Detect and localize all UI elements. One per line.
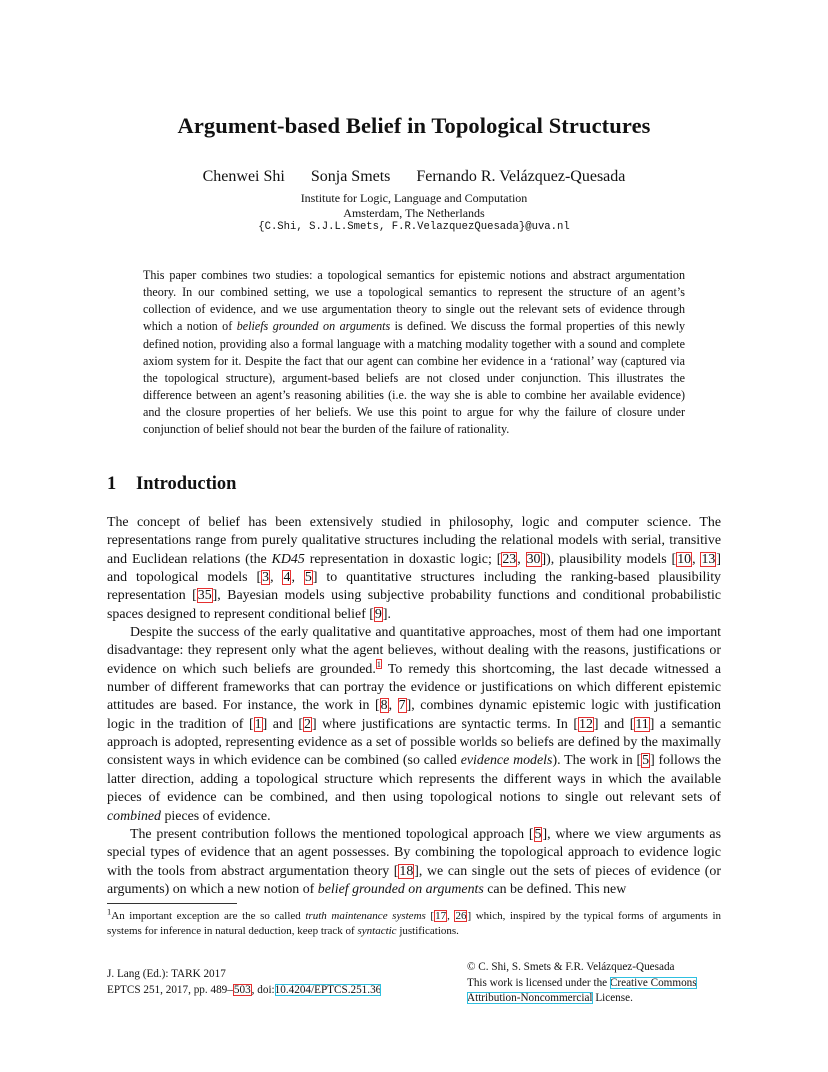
citation-link[interactable]: 23 <box>502 551 517 567</box>
venue-info <box>107 967 381 998</box>
citation-link[interactable]: 12 <box>579 716 593 732</box>
paragraph: Despite the success of the early qualitative and quantitative approaches, most of them had one important disadvantage: they represent only what the agent believes, without dealing with the reasons, justifications or evidence on which such beliefs are grounded.$^1$ To remedy this shortcoming, the last decade witnessed a number of different frameworks that can portray the evidence or justifications on which different epistemic attitudes are based. For instance, the work in [8, 7], combines dynamic epistemic logic with justification logic in the tradition of [1] and [2] where justifications are syntactic terms. In [12] and [11] a semantic approach is adopted, representing evidence as a set of possible worlds so beliefs are defined by the maximally consistent ways in which evidence can be combined (so called evidence models). The work in [5] follows the latter direction, adding a topological structure which represents the different ways in which the available pieces of evidence can be combined, and then using topological notions to single out relevant sets of combined pieces of evidence. <box>107 625 721 824</box>
citation-link[interactable]: 18 <box>399 863 414 879</box>
citation-link[interactable]: 30 <box>526 551 541 567</box>
citation-link[interactable]: 35 <box>197 588 212 604</box>
abstract: This paper combines two studies: a topological semantics for epistemic notions and abstract argumentation theory. In our combined setting, we use a topological semantics to represent the structure of an agent’s collection of evidence, and we use argumentation theory to single out the relevant sets of evidence through which a notion of beliefs grounded on arguments is defined. We discuss the formal properties of this newly defined notion, providing also a formal language with a matching modality together with a sound and complete axiom system for it. Despite the fact that our agent can combine her evidence in a ‘rational’ way (captured via the topological structure), argument-based beliefs are not closed under conjunction. This illustrates the difference between an agent’s reasoning abilities (i.e. the way she is able to combine her available evidence) and the closure properties of her beliefs. We use this point to argue for why the failure of closure under conjunction of belief should not bear the burden of the failure of rationality. <box>143 268 685 437</box>
citation-link[interactable]: 2 <box>303 716 311 732</box>
citation-link[interactable]: 7 <box>398 698 406 714</box>
citation-link[interactable]: 26 <box>455 910 467 922</box>
section-title: Introduction <box>136 474 237 494</box>
license-line: This work is licensed under the Creative Commons <box>467 976 697 989</box>
license-line: Attribution-Noncommercial License. <box>467 992 633 1004</box>
footnote-number: 1 <box>107 906 112 917</box>
affiliation <box>0 191 828 220</box>
citation-link[interactable]: 5 <box>534 826 542 842</box>
citation-link[interactable]: 5 <box>642 753 650 769</box>
venue-line: EPTCS 251, 2017, pp. 489–503, doi:10.4204/EPTCS.251.36 <box>107 983 382 996</box>
citation-link[interactable]: 3 <box>262 570 270 586</box>
license-info <box>467 960 697 1007</box>
author-name: Fernando R. Velázquez-Quesada <box>416 168 626 185</box>
citation-link[interactable]: 4 <box>283 570 291 586</box>
author-name: Chenwei Shi <box>202 168 285 185</box>
citation-link[interactable]: 5 <box>304 570 312 586</box>
license-link[interactable]: Attribution-Noncommercial <box>467 992 593 1004</box>
citation-link[interactable]: 13 <box>701 551 716 567</box>
author-name: Sonja Smets <box>310 168 391 185</box>
paragraph: The concept of belief has been extensively studied in philosophy, logic and computer science. The representations range from purely qualitative structures including the relational models with serial, transitive and Euclidean relations (the KD45 representation in doxastic logic; [23, 30]), plausibility models [10, 13] and topological models [3, 4, 5] to quantitative structures including the ranking-based plausibility representation [35], Bayesian models using subjective probability functions and conditional probabilistic spaces designed to represent conditional belief [9]. <box>107 515 721 622</box>
page-link[interactable]: 503 <box>233 983 251 996</box>
citation-link[interactable]: 1 <box>254 716 262 732</box>
footnote: $^1$An important exception are the so called truth maintenance systems [17, 26] which, inspired by the typical forms of arguments in systems for inference in natural deduction, keep track of syntactic justifications. <box>107 906 721 937</box>
paragraph: The present contribution follows the mentioned topological approach [5], where we view arguments as special types of evidence that an agent possesses. By combining the topological approach to evidence logic with the tools from abstract argumentation theory [18], we can single out the sets of pieces of evidence (or arguments) on which a new notion of belief grounded on arguments can be defined. This new <box>107 826 721 897</box>
paper-title: Argument-based Belief in Topological Structures <box>177 113 651 138</box>
author-list <box>0 168 828 186</box>
footnote-marker[interactable]: 1 <box>376 659 382 670</box>
citation-link[interactable]: 17 <box>435 910 447 922</box>
license-link[interactable]: Creative Commons <box>609 976 697 989</box>
institution-location: Amsterdam, The Netherlands <box>343 205 485 220</box>
author-emails: {C.Shi, S.J.L.Smets, F.R.VelazquezQuesada}@uva.nl <box>258 221 570 233</box>
citation-link[interactable]: 8 <box>380 698 388 714</box>
citation-link[interactable]: 11 <box>635 716 649 732</box>
doi-link[interactable]: 10.4204/EPTCS.251.36 <box>274 983 382 996</box>
footnote-rule <box>107 903 237 904</box>
institution-name: Institute for Logic, Language and Computation <box>300 191 528 205</box>
citation-link[interactable]: 9 <box>374 606 382 622</box>
copyright-line: © C. Shi, S. Smets & F.R. Velázquez-Quesada <box>467 961 675 973</box>
venue-line: J. Lang (Ed.): TARK 2017 <box>107 968 226 980</box>
body-text <box>107 514 721 899</box>
section-number: 1 <box>107 474 117 494</box>
citation-link[interactable]: 10 <box>677 551 692 567</box>
section-heading <box>107 474 236 495</box>
